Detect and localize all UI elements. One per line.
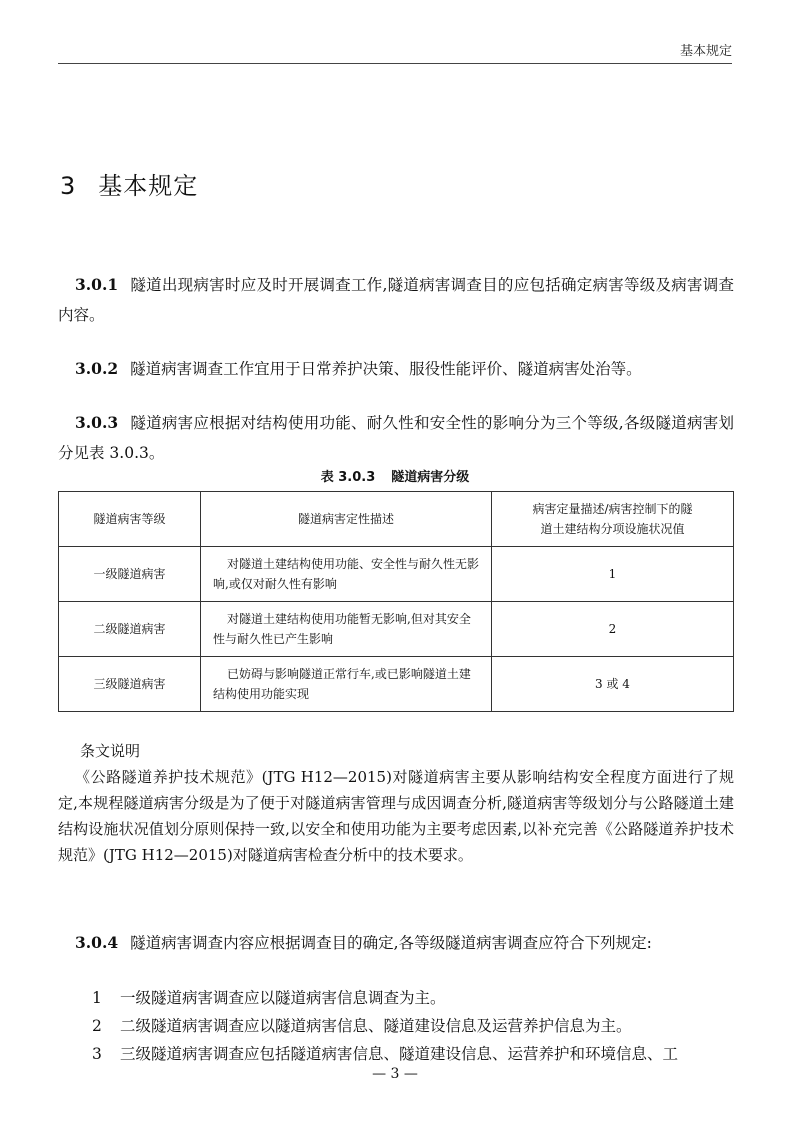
clause-text: 隧道病害调查工作宜用于日常养护决策、服役性能评价、隧道病害处治等。 — [130, 360, 642, 378]
table-caption-label: 表 3.0.3 — [320, 470, 376, 485]
chapter-title — [60, 166, 198, 201]
list-item-number: 1 — [92, 989, 102, 1007]
list-item — [92, 1012, 734, 1040]
row-description — [201, 657, 492, 712]
list-item-text: 三级隧道病害调查应包括隧道病害信息、隧道建设信息、运营养护和环境信息、工 — [120, 1045, 679, 1063]
clause-text: 隧道病害应根据对结构使用功能、耐久性和安全性的影响分为三个等级,各级隧道病害划分见表 3.0.3。 — [58, 414, 734, 462]
list-item — [92, 984, 734, 1012]
clause-number: 3.0.2 — [75, 359, 119, 378]
header-grade: 隧道病害等级 — [59, 492, 201, 547]
clause-number: 3.0.4 — [75, 933, 119, 952]
row-description — [201, 547, 492, 602]
clause-text: 隧道出现病害时应及时开展调查工作,隧道病害调查目的应包括确定病害等级及病害调查内容。 — [58, 276, 734, 324]
row-grade: 二级隧道病害 — [59, 602, 201, 657]
row-description-text: 对隧道土建结构使用功能、安全性与耐久性无影响,或仅对耐久性有影响 — [213, 557, 480, 591]
clause-3-0-3 — [58, 408, 734, 468]
grade-table — [58, 491, 734, 712]
row-grade: 三级隧道病害 — [59, 657, 201, 712]
explanation-block — [58, 738, 734, 868]
row-value: 1 — [492, 547, 734, 602]
header-rule — [58, 63, 732, 64]
table-row — [59, 602, 734, 657]
chapter-number: 3 — [60, 172, 77, 200]
list-item-text: 二级隧道病害调查应以隧道病害信息、隧道建设信息及运营养护信息为主。 — [120, 1017, 632, 1035]
chapter-heading: 基本规定 — [98, 172, 199, 200]
header-description: 隧道病害定性描述 — [201, 492, 492, 547]
table-caption — [0, 466, 790, 485]
clause-number: 3.0.1 — [75, 275, 119, 294]
page-number: — 3 — — [372, 1066, 418, 1082]
list-item-number: 3 — [92, 1045, 102, 1063]
running-header: 基本规定 — [679, 44, 732, 59]
table-row — [59, 657, 734, 712]
header-value: 病害定量描述/病害控制下的隧道土建结构分项设施状况值 — [492, 492, 734, 547]
clause-text: 隧道病害调查内容应根据调查目的确定,各等级隧道病害调查应符合下列规定: — [130, 934, 652, 952]
list-item-number: 2 — [92, 1017, 102, 1035]
row-value: 2 — [492, 602, 734, 657]
clause-number: 3.0.3 — [75, 413, 119, 432]
clause-3-0-1 — [58, 270, 734, 330]
row-description-text: 已妨碍与影响隧道正常行车,或已影响隧道土建结构使用功能实现 — [213, 667, 471, 701]
list-item-text: 一级隧道病害调查应以隧道病害信息调查为主。 — [120, 989, 446, 1007]
row-grade: 一级隧道病害 — [59, 547, 201, 602]
list-item — [92, 1040, 734, 1068]
clause-3-0-4 — [58, 928, 734, 958]
explanation-title: 条文说明 — [80, 742, 141, 760]
table-row — [59, 547, 734, 602]
table-header-row — [59, 492, 734, 547]
row-description — [201, 602, 492, 657]
table-caption-title: 隧道病害分级 — [391, 470, 470, 485]
clause-3-0-2 — [58, 354, 734, 384]
row-value: 3 或 4 — [492, 657, 734, 712]
explanation-body: 《公路隧道养护技术规范》(JTG H12—2015)对隧道病害主要从影响结构安全程度方面进行了规定,本规程隧道病害分级是为了便于对隧道病害管理与成因调查分析,隧道病害等级划分与公路隧道土建结构设施状况值划分原则保持一致,以安全和使用功能为主要考虑因素,以补充完善《公路隧道养护技术规范》(JTG H12—2015)对隧道病害检查分析中的技术要求。 — [58, 768, 734, 864]
row-description-text: 对隧道土建结构使用功能暂无影响,但对其安全性与耐久性已产生影响 — [213, 612, 471, 646]
